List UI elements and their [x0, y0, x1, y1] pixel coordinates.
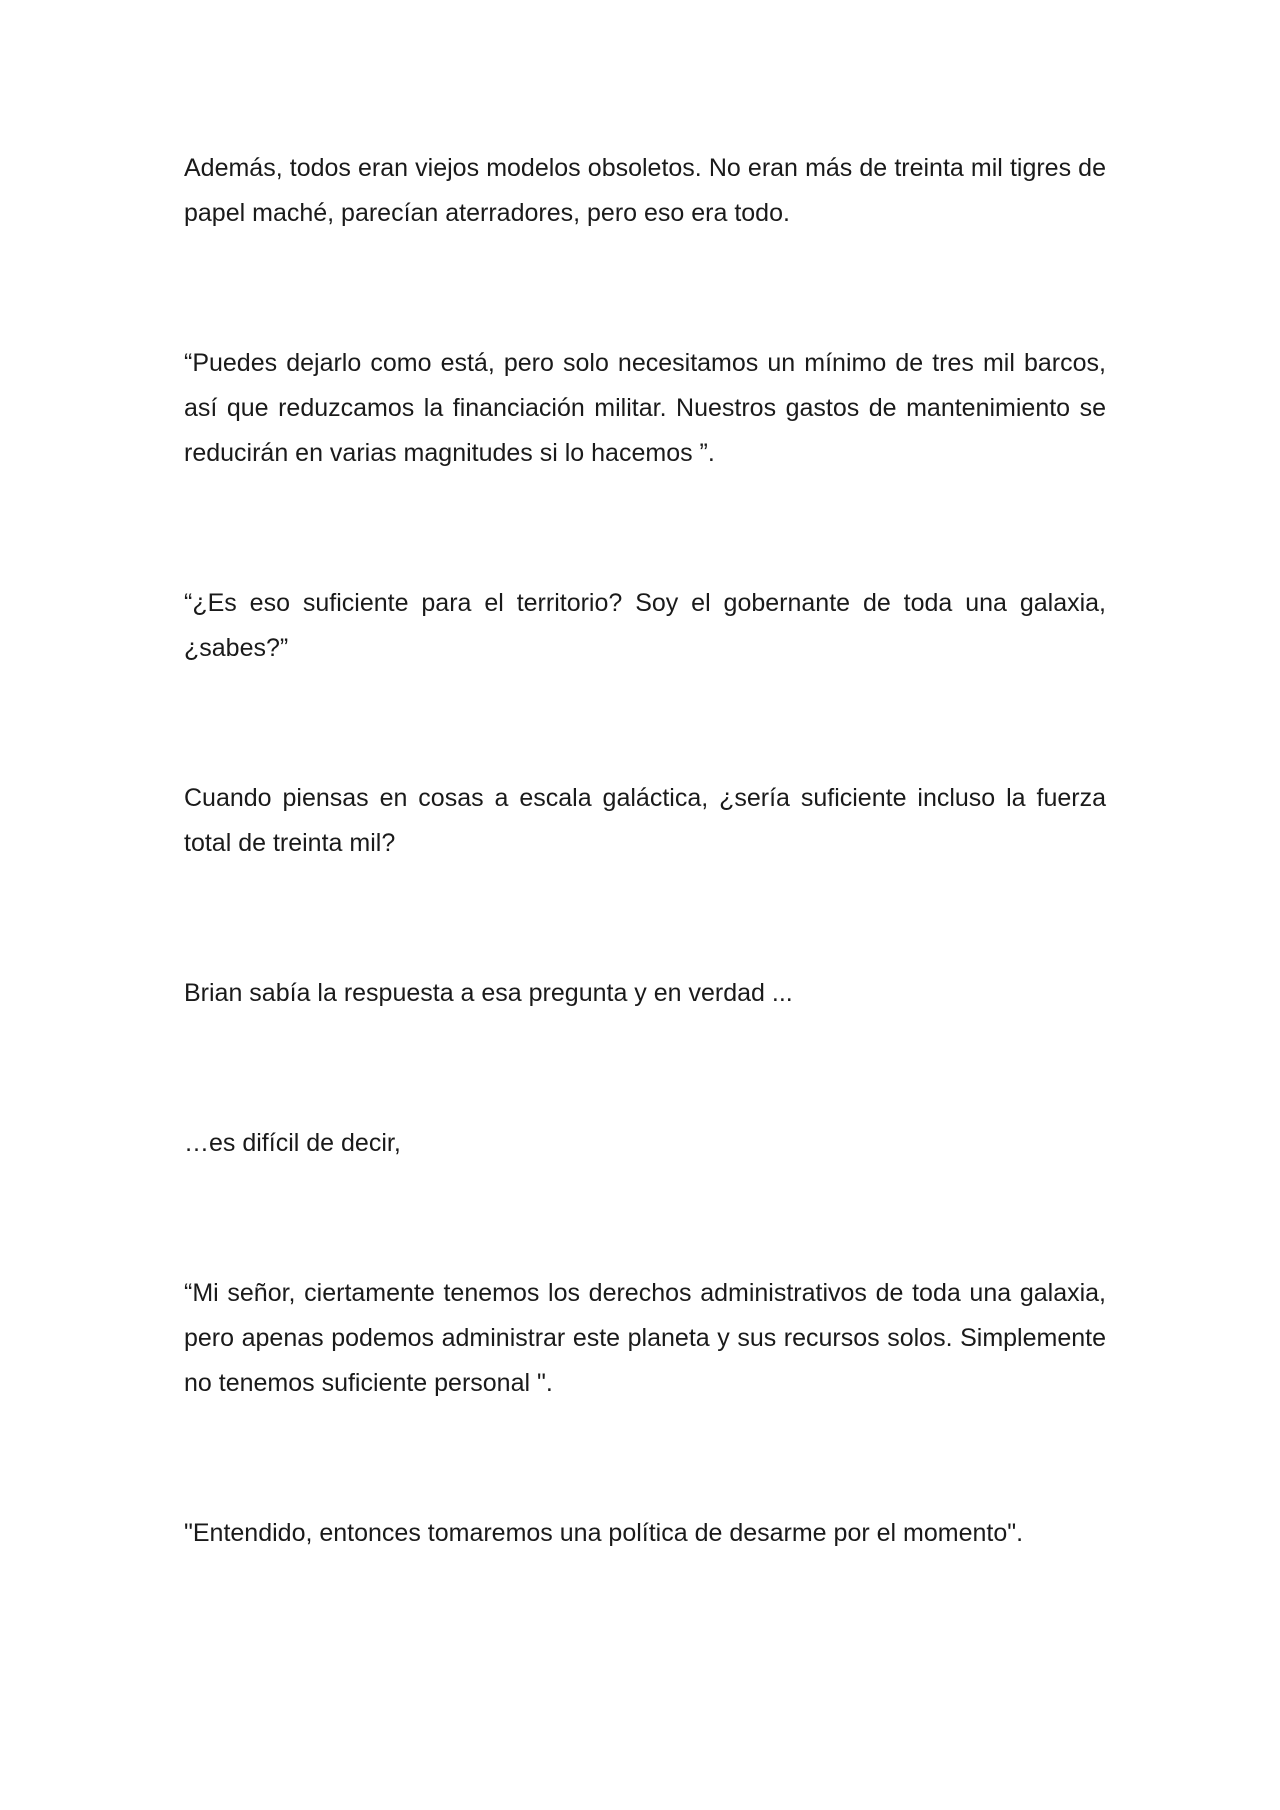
paragraph: …es difícil de decir, — [184, 1129, 401, 1157]
paragraph: Además, todos eran viejos modelos obsoletos. No eran más de treinta mil tigres de papel maché, parecían aterradores, pero eso era todo. — [184, 154, 1106, 227]
paragraph: Brian sabía la respuesta a esa pregunta y en verdad ... — [184, 979, 793, 1007]
paragraph: “Puedes dejarlo como está, pero solo necesitamos un mínimo de tres mil barcos, así que reduzcamos la financiación militar. Nuestros gastos de mantenimiento se reducirán en varias magnitudes si lo hacemos ”. — [184, 349, 1106, 467]
paragraph: “¿Es eso suficiente para el territorio? Soy el gobernante de toda una galaxia, ¿sabes?” — [184, 589, 1106, 662]
paragraph: "Entendido, entonces tomaremos una política de desarme por el momento". — [184, 1519, 1024, 1547]
paragraph: “Mi señor, ciertamente tenemos los derechos administrativos de toda una galaxia, pero apenas podemos administrar este planeta y sus recursos solos. Simplemente no tenemos suficiente personal ". — [184, 1279, 1106, 1397]
paragraph: Cuando piensas en cosas a escala galáctica, ¿sería suficiente incluso la fuerza total de treinta mil? — [184, 784, 1106, 857]
